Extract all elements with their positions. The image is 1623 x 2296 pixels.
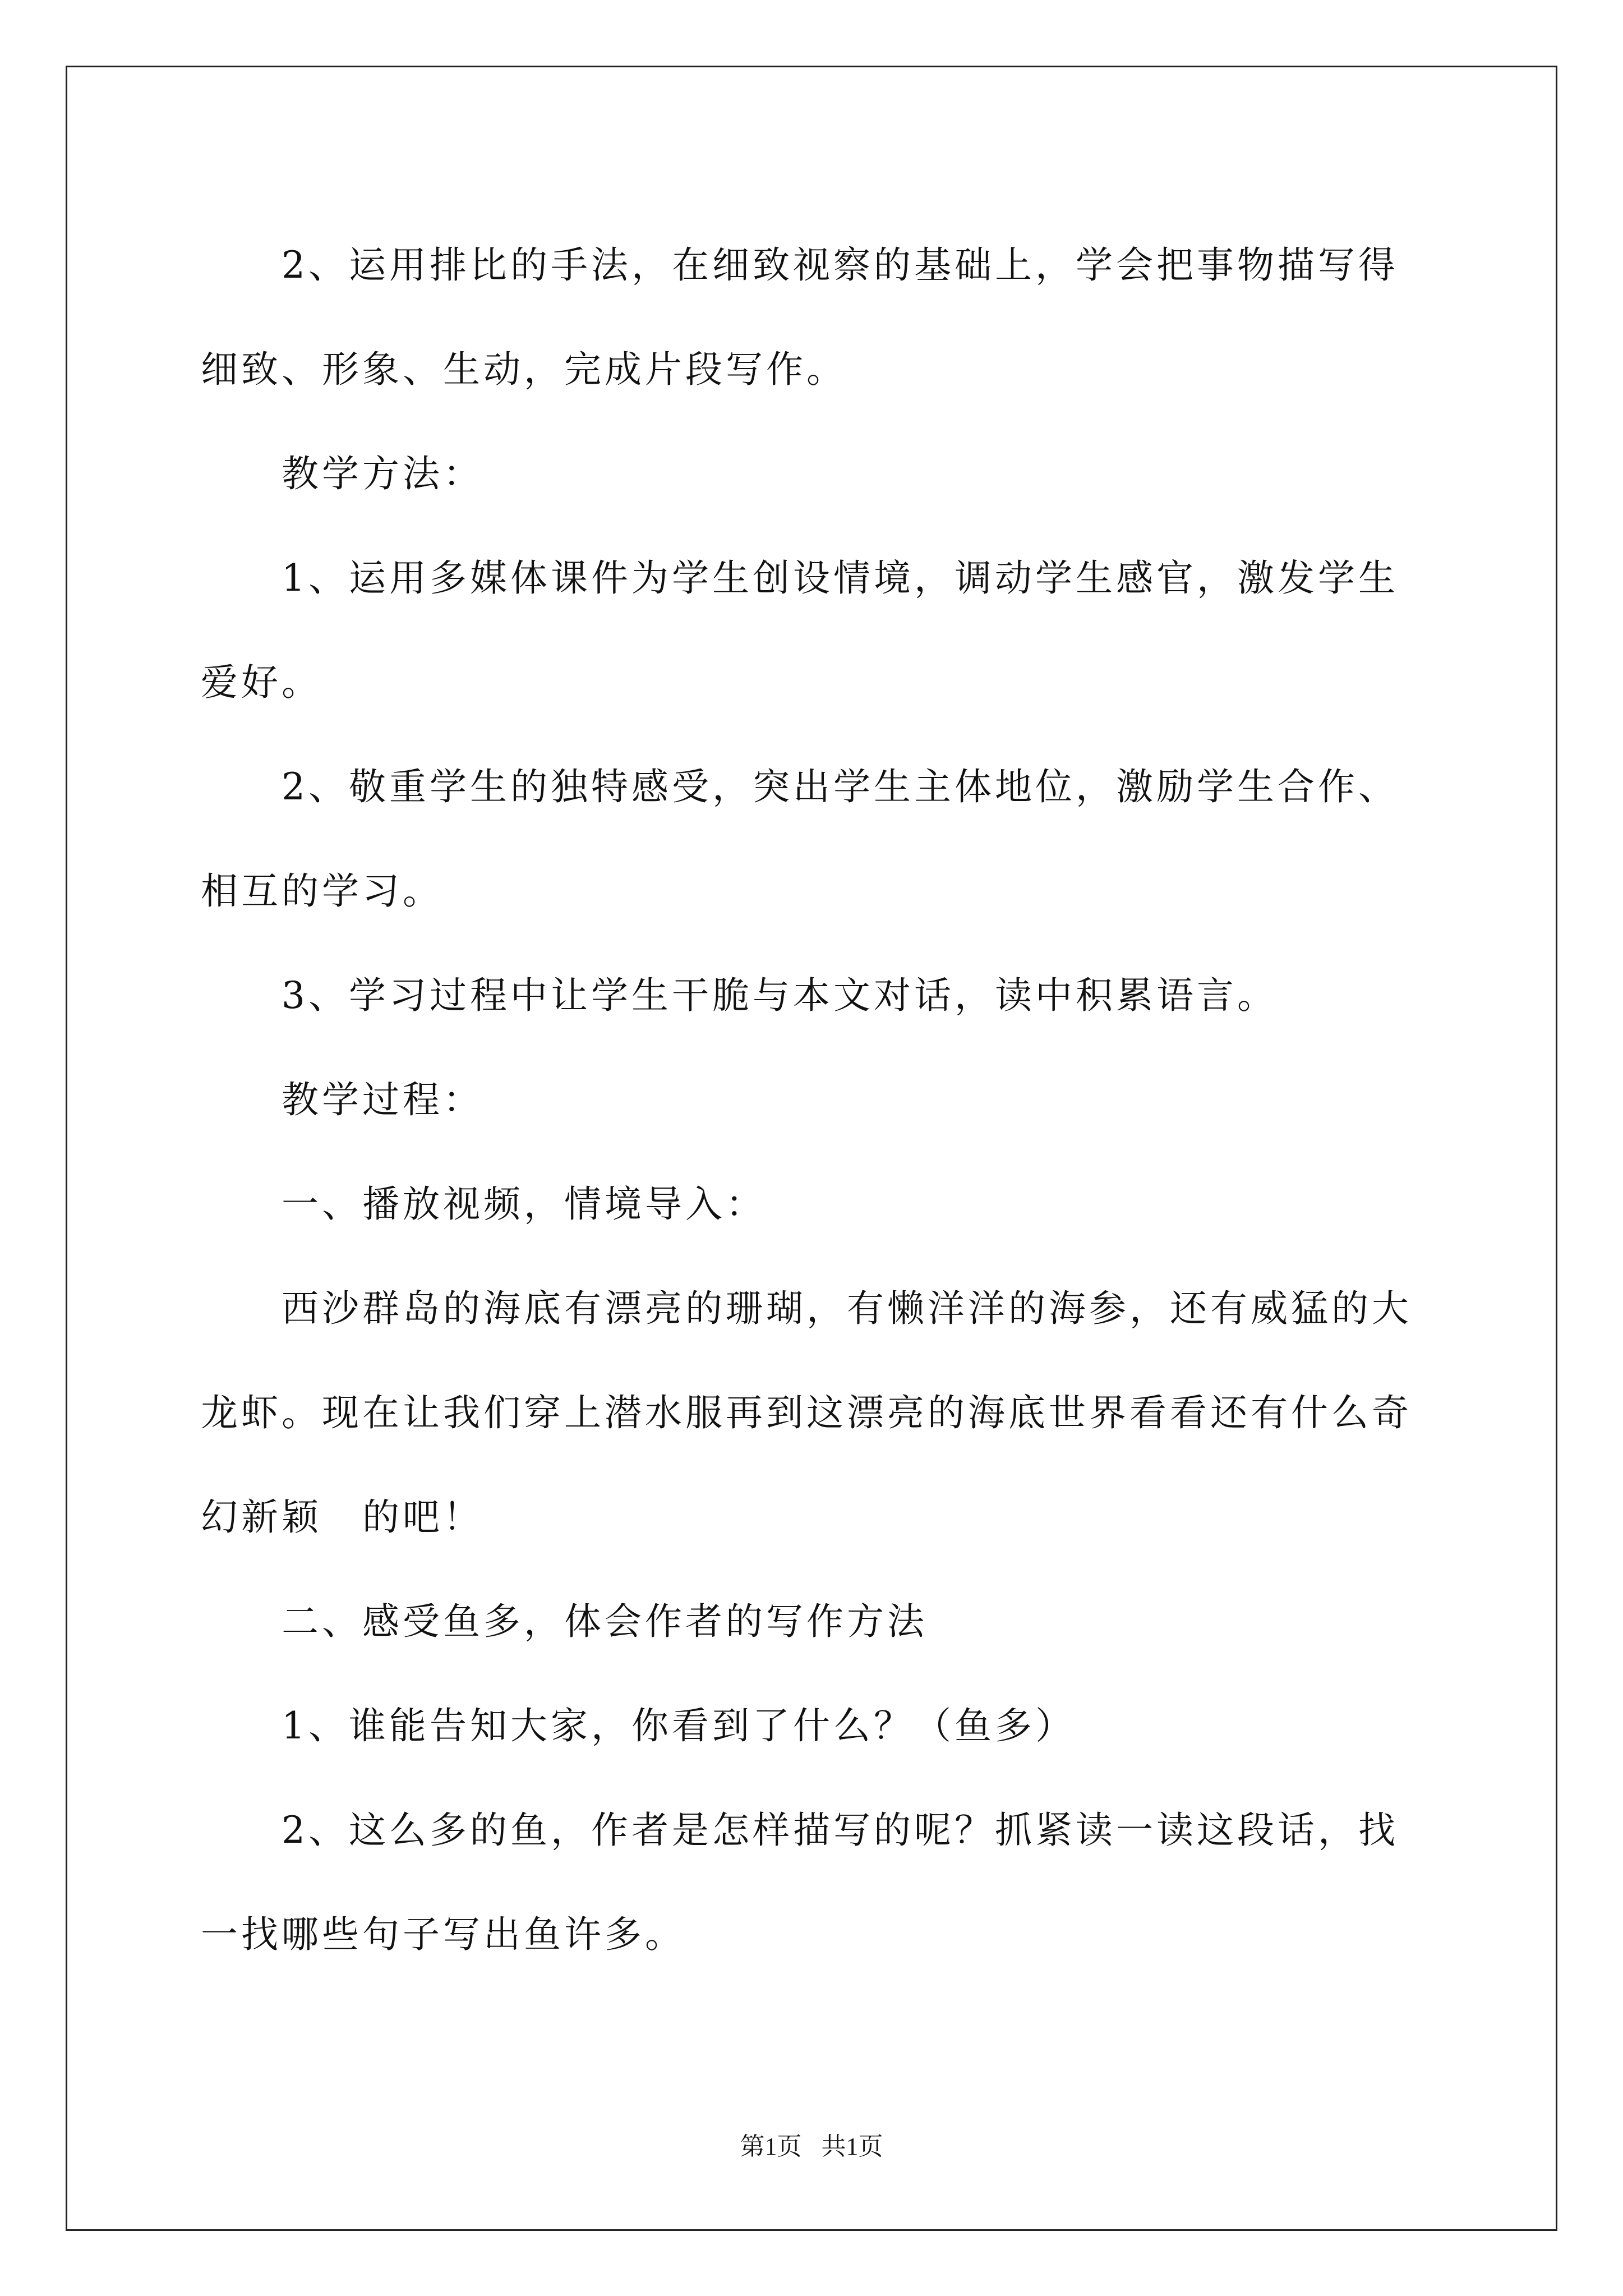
paragraph: 2、运用排比的手法，在细致视察的基础上，学会把事物描写得细致、形象、生动，完成片段写作。 xyxy=(201,243,1399,391)
paragraph: 1、运用多媒体课件为学生创设情境，调动学生感官，激发学生爱好。 xyxy=(201,556,1399,704)
paragraph: 2、敬重学生的独特感受，突出学生主体地位，激励学生合作、相互的学习。 xyxy=(201,765,1399,913)
paragraph: 1、谁能告知大家，你看到了什么？（鱼多） xyxy=(282,1704,1076,1747)
page-total: 共1页 xyxy=(821,2133,883,2160)
section-heading: 教学过程： xyxy=(282,1078,483,1121)
paragraph: 2、这么多的鱼，作者是怎样描写的呢？抓紧读一读这段话，找一找哪些句子写出鱼许多。 xyxy=(201,1809,1399,1956)
section-heading: 教学方法： xyxy=(282,452,483,495)
subsection-heading: 一、播放视频，情境导入： xyxy=(282,1182,766,1226)
paragraph: 西沙群岛的海底有漂亮的珊瑚，有懒洋洋的海参，还有威猛的大龙虾。现在让我们穿上潜水服再到这漂亮的海底世界看看还有什么奇幻新颖 的吧！ xyxy=(201,1287,1412,1539)
page-number: 第1页 xyxy=(740,2133,802,2160)
document-body xyxy=(201,213,1429,1987)
page-footer xyxy=(0,2126,1623,2162)
paragraph: 3、学习过程中让学生干脆与本文对话，读中积累语言。 xyxy=(282,974,1278,1017)
subsection-heading: 二、感受鱼多，体会作者的写作方法 xyxy=(282,1600,928,1643)
